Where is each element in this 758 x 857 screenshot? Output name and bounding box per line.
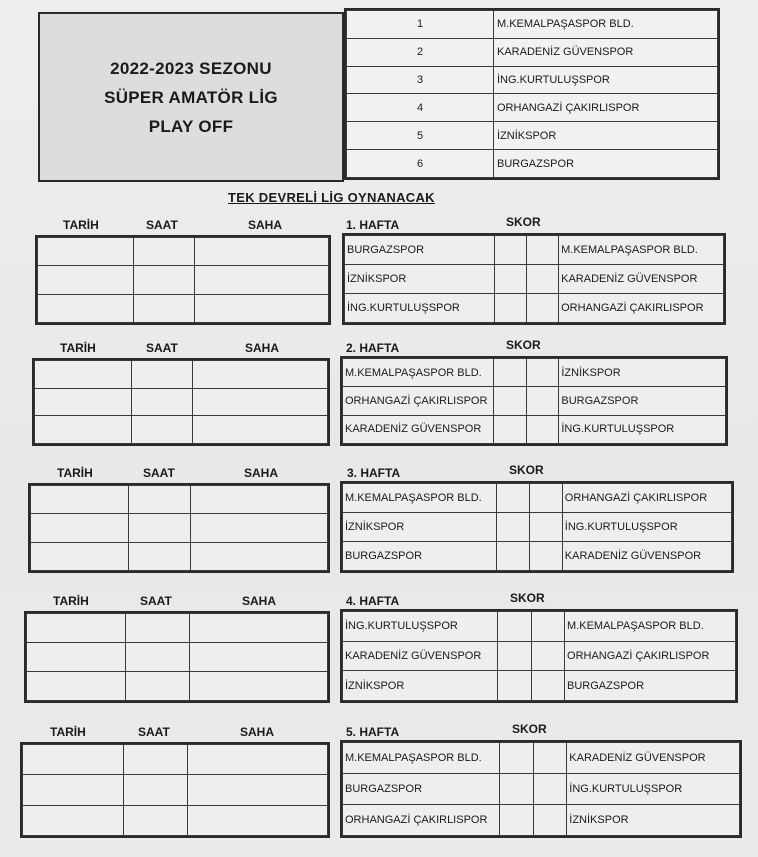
venue-header: SAHA — [248, 218, 283, 232]
team-number: 6 — [347, 150, 494, 178]
away-score-cell[interactable] — [531, 671, 564, 701]
week-label: 5. HAFTA — [346, 725, 400, 739]
venue-cell[interactable] — [191, 542, 328, 570]
away-team: M.KEMALPAŞASPOR BLD. — [559, 236, 724, 265]
home-score-cell[interactable] — [494, 415, 527, 443]
away-score-cell[interactable] — [531, 641, 564, 671]
home-score-cell[interactable] — [494, 387, 527, 415]
team-row — [347, 94, 718, 122]
venue-cell[interactable] — [189, 614, 327, 643]
schedule-row — [38, 266, 329, 294]
away-team: İNG.KURTULUŞSPOR — [562, 513, 731, 542]
home-team: KARADENİZ GÜVENSPOR — [343, 415, 494, 443]
home-score-cell[interactable] — [494, 236, 526, 265]
match-grid — [340, 609, 738, 703]
schedule-row — [31, 514, 328, 542]
away-score-cell[interactable] — [529, 513, 562, 542]
away-score-cell[interactable] — [526, 236, 558, 265]
venue-header: SAHA — [245, 341, 280, 355]
away-team: İNG.KURTULUŞSPOR — [567, 774, 740, 805]
away-team: ORHANGAZİ ÇAKIRLISPOR — [565, 641, 736, 671]
home-team: İNG.KURTULUŞSPOR — [343, 612, 498, 642]
schedule-row — [35, 416, 328, 444]
venue-cell[interactable] — [193, 361, 328, 389]
time-cell[interactable] — [134, 294, 195, 322]
schedule-row — [35, 388, 328, 416]
time-cell[interactable] — [129, 542, 191, 570]
home-team: İZNİKSPOR — [343, 513, 497, 542]
match-row — [343, 743, 740, 774]
venue-cell[interactable] — [191, 486, 328, 514]
time-cell[interactable] — [131, 388, 193, 416]
team-name: KARADENİZ GÜVENSPOR — [494, 38, 718, 66]
time-header: SAAT — [138, 725, 170, 739]
team-row — [347, 66, 718, 94]
away-score-cell[interactable] — [526, 359, 559, 387]
time-cell[interactable] — [131, 361, 193, 389]
team-number: 2 — [347, 38, 494, 66]
league-title: SÜPER AMATÖR LİG — [104, 87, 278, 107]
home-score-cell[interactable] — [498, 641, 531, 671]
date-cell[interactable] — [27, 643, 126, 672]
team-name: M.KEMALPAŞASPOR BLD. — [494, 11, 718, 39]
date-cell[interactable] — [31, 542, 129, 570]
home-score-cell[interactable] — [499, 774, 533, 805]
time-cell[interactable] — [131, 416, 193, 444]
stage-title: PLAY OFF — [148, 116, 234, 136]
home-score-cell[interactable] — [498, 612, 531, 642]
date-cell[interactable] — [23, 775, 124, 805]
score-header: SKOR — [510, 591, 545, 605]
match-row — [343, 774, 740, 805]
date-header: TARİH — [57, 466, 93, 480]
venue-cell[interactable] — [187, 745, 327, 775]
date-header: TARİH — [50, 725, 86, 739]
title-block — [38, 12, 344, 182]
away-score-cell[interactable] — [533, 743, 567, 774]
away-score-cell[interactable] — [526, 415, 559, 443]
team-number: 3 — [347, 66, 494, 94]
time-header: SAAT — [146, 218, 178, 232]
home-team: M.KEMALPAŞASPOR BLD. — [343, 484, 497, 513]
time-header: SAAT — [143, 466, 175, 480]
subtitle: TEK DEVRELİ LİG OYNANACAK — [228, 190, 435, 205]
away-team: ORHANGAZİ ÇAKIRLISPOR — [562, 484, 731, 513]
date-cell[interactable] — [38, 294, 134, 322]
team-number: 4 — [347, 94, 494, 122]
away-team: M.KEMALPAŞASPOR BLD. — [565, 612, 736, 642]
match-row — [343, 805, 740, 836]
match-row — [343, 484, 732, 513]
time-cell[interactable] — [126, 643, 189, 672]
venue-cell[interactable] — [187, 775, 327, 805]
time-cell[interactable] — [134, 266, 195, 294]
home-score-cell[interactable] — [494, 359, 527, 387]
away-score-cell[interactable] — [531, 612, 564, 642]
week-label: 2. HAFTA — [346, 341, 400, 355]
teams-table — [344, 8, 720, 180]
venue-cell[interactable] — [189, 643, 327, 672]
home-score-cell[interactable] — [494, 294, 526, 323]
team-row — [347, 38, 718, 66]
home-score-cell[interactable] — [499, 805, 533, 836]
date-cell[interactable] — [31, 514, 129, 542]
date-cell[interactable] — [38, 238, 134, 266]
home-team: KARADENİZ GÜVENSPOR — [343, 641, 498, 671]
away-score-cell[interactable] — [526, 265, 558, 294]
match-row — [343, 387, 726, 415]
date-cell[interactable] — [38, 266, 134, 294]
schedule-row — [31, 542, 328, 570]
home-score-cell[interactable] — [494, 265, 526, 294]
home-score-cell[interactable] — [496, 513, 529, 542]
match-row — [343, 513, 732, 542]
away-score-cell[interactable] — [529, 542, 562, 571]
match-row — [343, 542, 732, 571]
schedule-row — [35, 361, 328, 389]
home-score-cell[interactable] — [496, 542, 529, 571]
away-team: ORHANGAZİ ÇAKIRLISPOR — [559, 294, 724, 323]
match-row — [345, 294, 724, 323]
venue-header: SAHA — [240, 725, 275, 739]
team-name: ORHANGAZİ ÇAKIRLISPOR — [494, 94, 718, 122]
date-cell[interactable] — [35, 416, 132, 444]
home-team: BURGAZSPOR — [345, 236, 495, 265]
home-score-cell[interactable] — [499, 743, 533, 774]
team-row — [347, 150, 718, 178]
home-score-cell[interactable] — [496, 484, 529, 513]
schedule-row — [23, 745, 328, 775]
schedule-grid — [20, 742, 330, 838]
home-team: ORHANGAZİ ÇAKIRLISPOR — [343, 805, 500, 836]
schedule-grid — [24, 611, 330, 703]
home-team: ORHANGAZİ ÇAKIRLISPOR — [343, 387, 494, 415]
schedule-grid — [35, 235, 331, 325]
date-cell[interactable] — [23, 805, 124, 835]
team-row — [347, 11, 718, 39]
schedule-row — [23, 805, 328, 835]
away-score-cell[interactable] — [526, 294, 558, 323]
time-header: SAAT — [146, 341, 178, 355]
week-label: 4. HAFTA — [346, 594, 400, 608]
time-header: SAAT — [140, 594, 172, 608]
score-header: SKOR — [509, 463, 544, 477]
away-team: BURGAZSPOR — [559, 387, 726, 415]
time-cell[interactable] — [134, 238, 195, 266]
date-header: TARİH — [63, 218, 99, 232]
team-number: 5 — [347, 122, 494, 150]
date-cell[interactable] — [35, 361, 132, 389]
away-team: KARADENİZ GÜVENSPOR — [567, 743, 740, 774]
venue-cell[interactable] — [191, 514, 328, 542]
home-team: BURGAZSPOR — [343, 542, 497, 571]
team-name: BURGAZSPOR — [494, 150, 718, 178]
home-team: BURGAZSPOR — [343, 774, 500, 805]
venue-cell[interactable] — [189, 672, 327, 701]
match-grid — [340, 740, 742, 838]
away-team: KARADENİZ GÜVENSPOR — [559, 265, 724, 294]
date-cell[interactable] — [27, 672, 126, 701]
away-team: İZNİKSPOR — [559, 359, 726, 387]
time-cell[interactable] — [123, 805, 187, 835]
match-grid — [340, 481, 734, 573]
away-team: KARADENİZ GÜVENSPOR — [562, 542, 731, 571]
away-score-cell[interactable] — [529, 484, 562, 513]
venue-cell[interactable] — [195, 238, 329, 266]
score-header: SKOR — [506, 215, 541, 229]
date-cell[interactable] — [35, 388, 132, 416]
venue-cell[interactable] — [187, 805, 327, 835]
date-header: TARİH — [53, 594, 89, 608]
score-header: SKOR — [512, 722, 547, 736]
match-row — [345, 236, 724, 265]
venue-cell[interactable] — [193, 388, 328, 416]
schedule-row — [27, 614, 328, 643]
match-row — [343, 671, 736, 701]
time-cell[interactable] — [126, 614, 189, 643]
schedule-grid — [32, 358, 330, 446]
date-header: TARİH — [60, 341, 96, 355]
match-row — [343, 612, 736, 642]
match-grid — [342, 233, 726, 325]
date-cell[interactable] — [23, 745, 124, 775]
time-cell[interactable] — [126, 672, 189, 701]
away-team: İZNİKSPOR — [567, 805, 740, 836]
match-row — [343, 415, 726, 443]
home-team: İZNİKSPOR — [343, 671, 498, 701]
away-score-cell[interactable] — [533, 805, 567, 836]
date-cell[interactable] — [31, 486, 129, 514]
away-score-cell[interactable] — [533, 774, 567, 805]
venue-header: SAHA — [244, 466, 279, 480]
match-row — [345, 265, 724, 294]
match-row — [343, 359, 726, 387]
match-grid — [340, 356, 728, 446]
schedule-row — [23, 775, 328, 805]
team-row — [347, 122, 718, 150]
venue-cell[interactable] — [195, 294, 329, 322]
schedule-row — [38, 294, 329, 322]
season-title: 2022-2023 SEZONU — [110, 58, 272, 78]
away-score-cell[interactable] — [526, 387, 559, 415]
score-header: SKOR — [506, 338, 541, 352]
time-cell[interactable] — [129, 514, 191, 542]
venue-cell[interactable] — [193, 416, 328, 444]
week-label: 1. HAFTA — [346, 218, 400, 232]
team-name: İNG.KURTULUŞSPOR — [494, 66, 718, 94]
team-number: 1 — [347, 11, 494, 39]
match-row — [343, 641, 736, 671]
time-cell[interactable] — [123, 775, 187, 805]
home-score-cell[interactable] — [498, 671, 531, 701]
team-name: İZNİKSPOR — [494, 122, 718, 150]
time-cell[interactable] — [129, 486, 191, 514]
time-cell[interactable] — [123, 745, 187, 775]
home-team: M.KEMALPAŞASPOR BLD. — [343, 743, 500, 774]
week-label: 3. HAFTA — [347, 466, 401, 480]
venue-header: SAHA — [242, 594, 277, 608]
away-team: BURGAZSPOR — [565, 671, 736, 701]
away-team: İNG.KURTULUŞSPOR — [559, 415, 726, 443]
schedule-row — [27, 672, 328, 701]
schedule-row — [27, 643, 328, 672]
home-team: İNG.KURTULUŞSPOR — [345, 294, 495, 323]
home-team: M.KEMALPAŞASPOR BLD. — [343, 359, 494, 387]
venue-cell[interactable] — [195, 266, 329, 294]
home-team: İZNİKSPOR — [345, 265, 495, 294]
schedule-row — [38, 238, 329, 266]
schedule-grid — [28, 483, 330, 573]
schedule-row — [31, 486, 328, 514]
date-cell[interactable] — [27, 614, 126, 643]
